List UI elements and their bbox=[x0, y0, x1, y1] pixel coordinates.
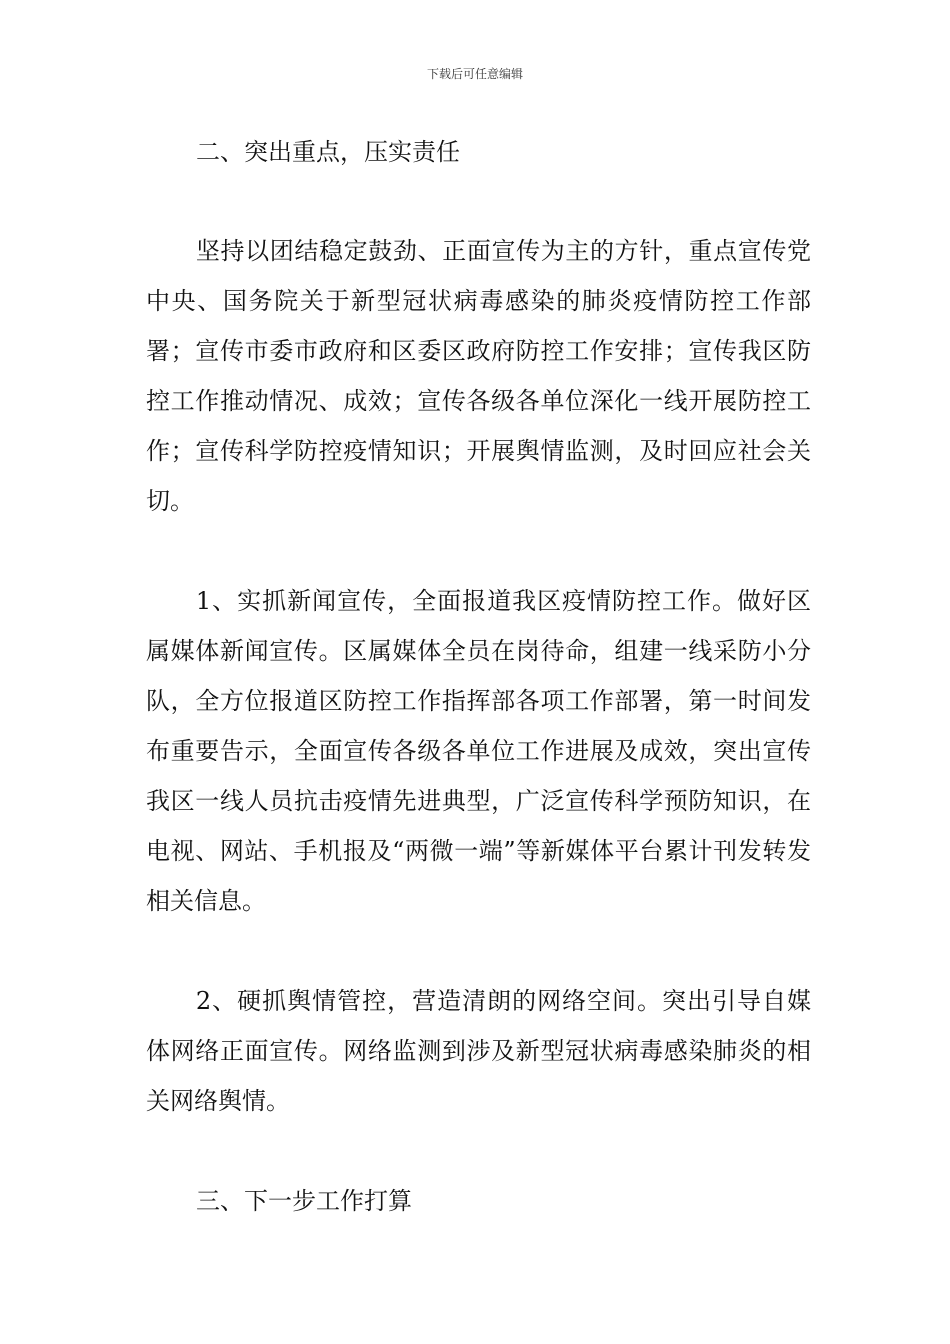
paragraph-gap bbox=[146, 177, 811, 226]
paragraph-item-one: 1、实抓新闻宣传，全面报道我区疫情防控工作。做好区属媒体新闻宣传。区属媒体全员在岗待命，组建一线采防小分队，全方位报道区防控工作指挥部各项工作部署，第一时间发布重要告示，全面宣传各级各单位工作进展及成效，突出宣传我区一线人员抗击疫情先进典型，广泛宣传科学预防知识，在电视、网站、手机报及“两微一端”等新媒体平台累计刊发转发相关信息。 bbox=[146, 587, 811, 915]
paragraph-gap bbox=[146, 526, 811, 576]
section-heading-three: 三、下一步工作打算 bbox=[196, 1187, 412, 1215]
document-body bbox=[146, 127, 811, 1226]
paragraph-intro: 坚持以团结稳定鼓劲、正面宣传为主的方针，重点宣传党中央、国务院关于新型冠状病毒感染的肺炎疫情防控工作部署；宣传市委市政府和区委区政府防控工作安排；宣传我区防控工作推动情况、成效；宣传各级各单位深化一线开展防控工作；宣传科学防控疫情知识；开展舆情监测，及时回应社会关切。 bbox=[146, 237, 811, 515]
paragraph-item-two: 2、硬抓舆情管控，营造清朗的网络空间。突出引导自媒体网络正面宣传。网络监测到涉及新型冠状病毒感染肺炎的相关网络舆情。 bbox=[146, 987, 811, 1115]
section-heading-two: 二、突出重点，压实责任 bbox=[196, 138, 460, 166]
paragraph-gap bbox=[146, 1126, 811, 1176]
page-header-note: 下载后可任意编辑 bbox=[426, 67, 523, 81]
paragraph-gap bbox=[146, 926, 811, 976]
